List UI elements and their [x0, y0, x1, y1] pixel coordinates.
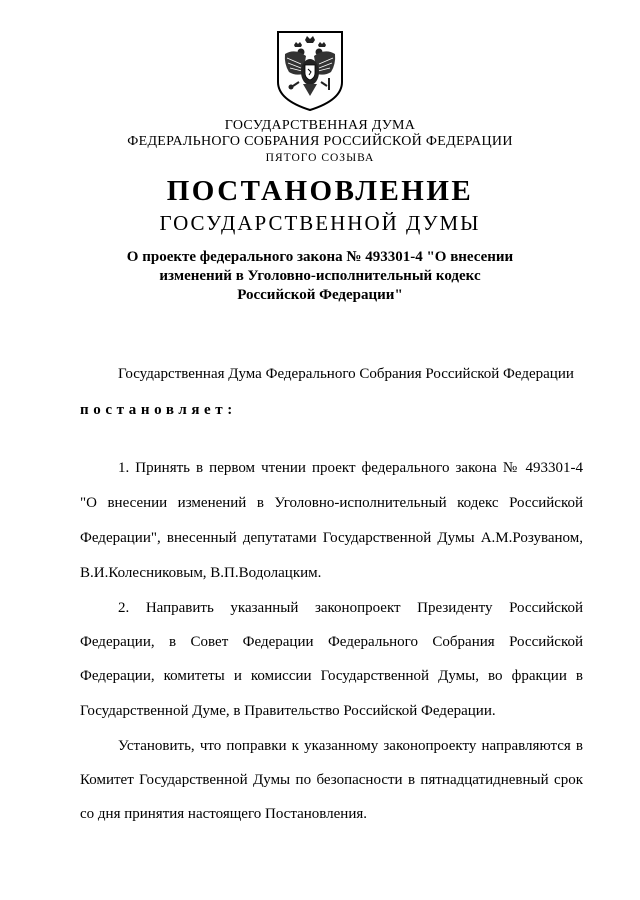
- subject-line: изменений в Уголовно-исполнительный кодекс: [159, 268, 481, 284]
- item1-line: Федерации", внесенный депутатами Государственной Думы А.М.Розуваном,: [80, 530, 583, 546]
- state-emblem-icon: [275, 30, 345, 112]
- preamble: Государственная Дума Федерального Собрания Российской Федерации: [118, 366, 574, 382]
- subject-line: О проекте федерального закона № 493301-4 "О внесении: [126, 249, 514, 265]
- org-name-line1: ГОСУДАРСТВЕННАЯ ДУМА: [224, 118, 416, 133]
- item1-line: "О внесении изменений в Уголовно-исполнительный кодекс Российской: [80, 495, 583, 511]
- org-name-line2: ФЕДЕРАЛЬНОГО СОБРАНИЯ РОССИЙСКОЙ ФЕДЕРАЦИИ: [127, 134, 513, 149]
- document-subtitle: ГОСУДАРСТВЕННОЙ ДУМЫ: [159, 211, 481, 235]
- item2-line: 2. Направить указанный законопроект Президенту Российской: [118, 600, 583, 616]
- item1-line: 1. Принять в первом чтении проект федерального закона № 493301-4: [118, 460, 583, 476]
- item2-line: Федерации, в Совет Федерации Федерального Собрания Российской: [80, 634, 583, 650]
- paragraph3-line: Комитет Государственной Думы по безопасности в пятнадцатидневный срок: [80, 772, 583, 788]
- decides-word: постановляет:: [80, 402, 237, 418]
- paragraph3-line: Установить, что поправки к указанному законопроекту направляются в: [118, 738, 583, 754]
- document-title: ПОСТАНОВЛЕНИЕ: [166, 175, 474, 207]
- paragraph3-line: со дня принятия настоящего Постановления.: [80, 806, 367, 822]
- subject-line: Российской Федерации": [237, 287, 403, 303]
- item1-line: В.И.Колесниковым, В.П.Водолацким.: [80, 565, 322, 581]
- document-subject: [0, 248, 640, 305]
- convocation: ПЯТОГО СОЗЫВА: [265, 152, 375, 164]
- item2-line: Государственной Думе, в Правительство Российской Федерации.: [80, 703, 496, 719]
- item2-line: Федерации, комитеты и комиссии Государственной Думы, во фракции в: [80, 668, 583, 684]
